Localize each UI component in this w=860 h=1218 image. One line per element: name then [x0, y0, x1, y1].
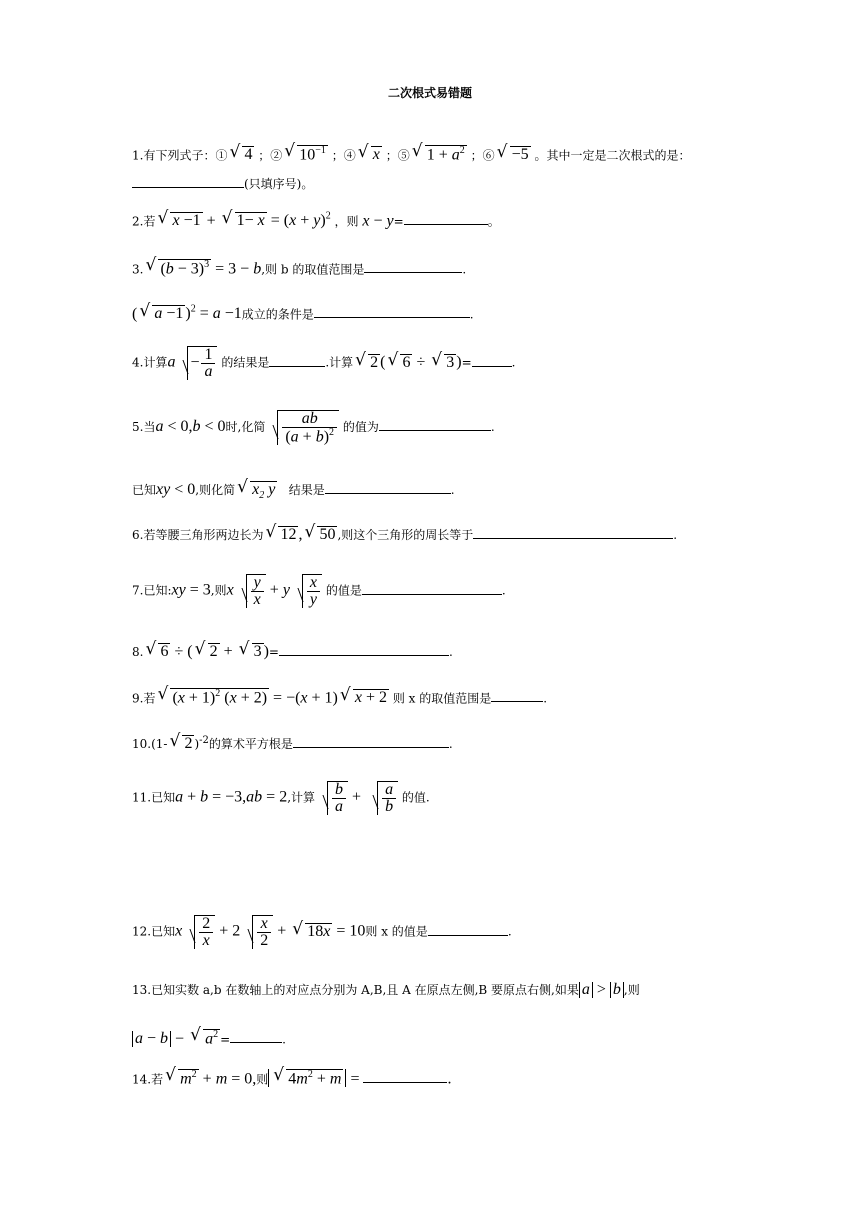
answer-blank[interactable]: [269, 366, 325, 367]
answer-blank[interactable]: [279, 655, 449, 656]
answer-blank[interactable]: [472, 366, 512, 367]
answer-blank[interactable]: [230, 1042, 282, 1043]
answer-blank[interactable]: [404, 224, 488, 225]
question-1: 1.有下列式子：①√ 4 ；②√ $10^{-1}$ ；④√ x ；⑤√ $1 + a^2$ ；⑥√ −5 。其中一定是二次根式的是：: [132, 145, 690, 163]
answer-blank[interactable]: [491, 701, 543, 702]
answer-blank[interactable]: [363, 1082, 447, 1083]
question-10: 10.(1-√ 2 )$^{-2}$的算术平方根是 .: [132, 735, 453, 752]
answer-blank[interactable]: [132, 187, 244, 188]
answer-blank[interactable]: [325, 493, 451, 494]
answer-blank[interactable]: [428, 935, 508, 936]
question-9: 9.若√ $(x + 1)^2$ (x + 2) = −(x + 1)√ x + 2 则 x 的取值范围是 .: [132, 688, 547, 706]
answer-blank[interactable]: [362, 594, 502, 595]
question-12: 12.已知x $\frac{2}{x}$ + 2 $\frac{x}{2}$ + √ 18x = 10则 x 的值是 .: [132, 915, 512, 949]
answer-blank[interactable]: [364, 272, 462, 273]
page-title: 二次根式易错题: [387, 86, 472, 100]
question-14: 14.若√ $m^2 + m = 0$,则√ $4m^2 + m$ = .: [132, 1069, 451, 1087]
question-3b: (√ a −1 )$^2$ = a −1成立的条件是 .: [132, 305, 474, 322]
question-7: 7.已知:xy = 3,则x $\frac{y}{x}$ + y $\frac{x}{y}$ 的值是 .: [132, 574, 506, 608]
question-4: 4.计算a − $\frac{1}{a}$ 的结果是 .计算√ 2 (√ 6 ÷ √ 3 )= .: [132, 346, 515, 380]
question-11: 11.已知a + b = −3,ab = 2,计算 $\frac{b}{a}$ + $\frac{a}{b}$ 的值.: [132, 781, 430, 815]
question-2: 2.若√ x −1 + √ $1- x = (x + y)^2$ ，则 x − y= 。: [132, 212, 500, 229]
answer-blank[interactable]: [379, 430, 491, 431]
question-5: 5.当a < 0,b < 0时,化简 $\frac{ab}{(a + b)^2}$ 的值为 .: [132, 410, 495, 446]
question-13b: a − b − √ $a^2$ = .: [132, 1029, 286, 1047]
question-1-answer: (只填序号)。: [132, 178, 313, 190]
question-3: 3.√ $(b - 3)^3 = 3 - b$,则 b 的取值范围是 .: [132, 259, 466, 277]
question-6: 6.若等腰三角形两边长为√ 12 ,√ 50 ,则这个三角形的周长等于 .: [132, 526, 677, 543]
answer-blank[interactable]: [293, 747, 449, 748]
answer-blank[interactable]: [473, 538, 673, 539]
answer-blank[interactable]: [314, 317, 470, 318]
question-8: 8.√ 6 ÷ (√ 2 + √ 3 )= .: [132, 643, 453, 660]
question-5b: 已知xy < 0,则化简√ $x_2$ y 结果是 .: [132, 481, 455, 501]
question-13: 13.已知实数 a,b 在数轴上的对应点分别为 A,B,且 A 在原点左侧,B 要原点右侧,如果 a > b ,则: [132, 981, 640, 998]
